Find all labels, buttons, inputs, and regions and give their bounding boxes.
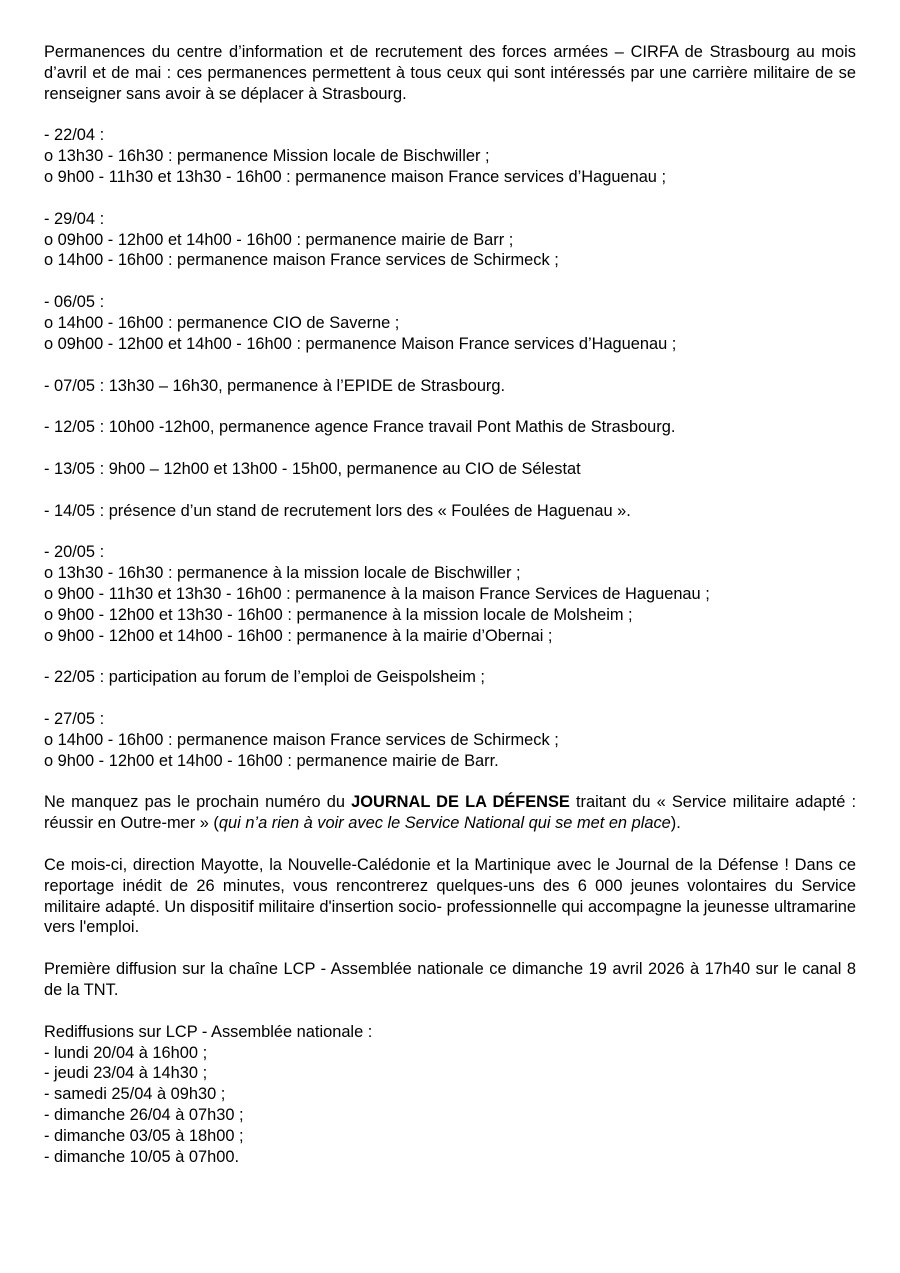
journal-text-middle: traitant du « Service militaire adapté : réussir en Outre-mer » ( (44, 793, 856, 833)
schedule-block (44, 417, 856, 438)
schedule-block (44, 376, 856, 397)
schedule-item: o 13h30 - 16h30 : permanence à la mission locale de Bischwiller ; (44, 564, 521, 583)
schedule-item: o 14h00 - 16h00 : permanence maison France services de Schirmeck ; (44, 730, 559, 749)
rediffusion-item: - dimanche 26/04 à 07h30 ; (44, 1106, 244, 1125)
rediffusions-title: Rediffusions sur LCP - Assemblée nationale : (44, 1022, 373, 1041)
schedule-block (44, 709, 856, 772)
schedule-date: - 27/05 : (44, 710, 105, 728)
schedule-block (44, 125, 856, 188)
journal-note: qui n’a rien à voir avec le Service National qui se met en place (218, 814, 671, 833)
schedule-date: - 20/05 : (44, 543, 105, 562)
schedule-item: o 9h00 - 12h00 et 13h30 - 16h00 : permanence à la mission locale de Molsheim ; (44, 605, 633, 624)
journal-text-after: ). (670, 814, 681, 833)
rediffusion-item: - samedi 25/04 à 09h30 ; (44, 1085, 226, 1104)
schedule-block (44, 542, 856, 646)
schedule-date: - 29/04 : (44, 209, 105, 228)
schedule-date: - 22/05 : participation au forum de l’emploi de Geispolsheim ; (44, 668, 485, 687)
schedule-date: - 06/05 : (44, 293, 105, 312)
schedule-date: - 13/05 : 9h00 – 12h00 et 13h00 - 15h00, permanence au CIO de Sélestat (44, 459, 581, 478)
rediffusion-item: - dimanche 03/05 à 18h00 ; (44, 1126, 244, 1145)
rediffusions-block (44, 1022, 856, 1168)
intro-paragraph: Permanences du centre d’information et de recrutement des forces armées – CIRFA de Strasbourg au mois d’avril et de mai : ces permanences permettent à tous ceux qui sont intéressés par une carrière militaire de se renseigner sans avoir à se déplacer à Strasbourg. (44, 43, 856, 103)
schedule-item: o 9h00 - 11h30 et 13h30 - 16h00 : permanence maison France services d’Haguenau ; (44, 168, 667, 187)
schedule-date: - 14/05 : présence d’un stand de recrutement lors des « Foulées de Haguenau ». (44, 501, 631, 520)
schedule-item: o 14h00 - 16h00 : permanence CIO de Saverne ; (44, 313, 400, 332)
schedule-date: - 07/05 : 13h30 – 16h30, permanence à l’EPIDE de Strasbourg. (44, 376, 506, 395)
schedule-block (44, 459, 856, 480)
journal-text-before: Ne manquez pas le prochain numéro du (44, 793, 352, 812)
schedule-block (44, 667, 856, 688)
schedule-date: - 12/05 : 10h00 -12h00, permanence agence France travail Pont Mathis de Strasbourg. (44, 418, 676, 437)
rediffusion-item: - jeudi 23/04 à 14h30 ; (44, 1064, 208, 1083)
schedule-item: o 14h00 - 16h00 : permanence maison France services de Schirmeck ; (44, 251, 559, 270)
premiere-paragraph: Première diffusion sur la chaîne LCP - Assemblée nationale ce dimanche 19 avril 2026 à 17h40 sur le canal 8 de la TNT. (44, 960, 856, 999)
rediffusion-item: - dimanche 10/05 à 07h00. (44, 1147, 240, 1166)
schedule-date: - 22/04 : (44, 126, 105, 145)
schedule-item: o 09h00 - 12h00 et 14h00 - 16h00 : permanence mairie de Barr ; (44, 230, 514, 249)
rediffusion-item: - lundi 20/04 à 16h00 ; (44, 1043, 208, 1062)
document-page (44, 42, 856, 1188)
journal-paragraph (44, 792, 856, 834)
journal-title: JOURNAL DE LA DÉFENSE (351, 793, 570, 812)
schedule-item: o 9h00 - 12h00 et 14h00 - 16h00 : permanence à la mairie d’Obernai ; (44, 626, 553, 645)
schedule-block (44, 292, 856, 355)
schedule-item: o 13h30 - 16h30 : permanence Mission locale de Bischwiller ; (44, 147, 490, 166)
schedule-block (44, 501, 856, 522)
schedule-item: o 9h00 - 12h00 et 14h00 - 16h00 : permanence mairie de Barr. (44, 751, 499, 770)
schedule-item: o 9h00 - 11h30 et 13h30 - 16h00 : permanence à la maison France Services de Haguenau ; (44, 584, 710, 603)
schedule-item: o 09h00 - 12h00 et 14h00 - 16h00 : permanence Maison France services d’Haguenau ; (44, 334, 677, 353)
schedule-block (44, 209, 856, 272)
mayotte-paragraph: Ce mois-ci, direction Mayotte, la Nouvelle-Calédonie et la Martinique avec le Journal de la Défense ! Dans ce reportage inédit de 26 minutes, vous rencontrerez quelques-uns des 6 000 jeunes volontaires du Service militaire adapté. Un dispositif militaire d'insertion socio- professionnelle qui accompagne la jeunesse ultramarine vers l'emploi. (44, 855, 856, 937)
